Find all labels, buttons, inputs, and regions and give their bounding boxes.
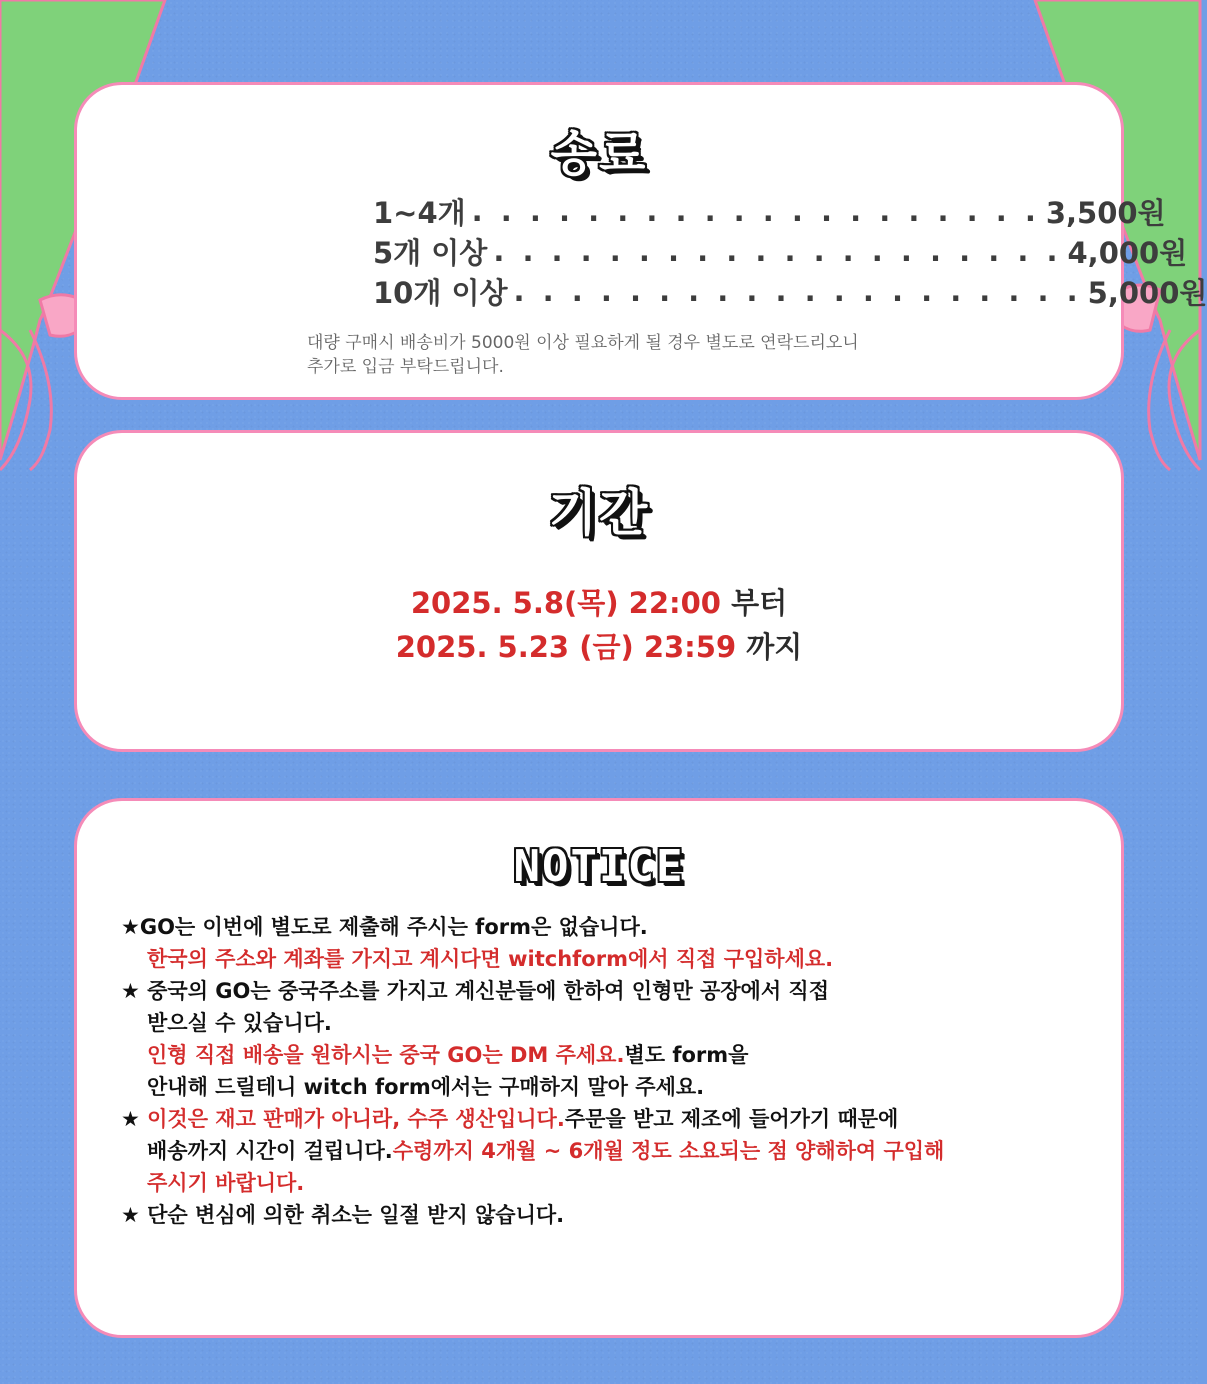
notice-line: 한국의 주소와 계좌를 가지고 계시다면 witchform에서 직접 구입하세요. — [147, 947, 834, 971]
notice-line: 받으실 수 있습니다. — [147, 1011, 332, 1035]
fee-note-line: 추가로 입금 부탁드립니다. — [307, 357, 504, 377]
period-end-suffix: 까지 — [736, 630, 803, 664]
fee-price: 5,000원 — [1087, 275, 1207, 310]
notice-red-text: 수령까지 4개월 ~ 6개월 정도 소요되는 점 양해하여 구입해 — [392, 1139, 945, 1163]
fee-note-line: 대량 구매시 배송비가 5000원 이상 필요하게 될 경우 별도로 연락드리오니 — [307, 333, 859, 353]
period-start-line — [77, 581, 1121, 625]
shipping-fee-title: 송료 — [550, 126, 648, 182]
fee-quantity: 5개 이상 — [373, 235, 488, 270]
notice-title: NOTICE — [513, 841, 685, 892]
leader-dots: . . . . . . . . . . . . . . . . . . . . — [493, 234, 1062, 268]
notice-red-text: 인형 직접 배송을 원하시는 중국 GO는 DM 주세요. — [147, 1043, 625, 1067]
period-end-date: 2025. 5.23 (금) 23:59 — [395, 630, 737, 664]
order-period-title: 기간 — [548, 484, 650, 542]
period-start-date: 2025. 5.8(목) 22:00 — [410, 586, 721, 620]
notice-line: 주시기 바랍니다. — [147, 1171, 305, 1195]
fee-price: 4,000원 — [1067, 235, 1188, 270]
notice-line: ★ 단순 변심에 의한 취소는 일절 받지 않습니다. — [121, 1203, 565, 1227]
shipping-fee-card — [74, 82, 1207, 400]
notice-line — [121, 1135, 1101, 1167]
order-period-dates — [77, 581, 1121, 669]
shipping-fee-table — [373, 191, 1207, 311]
fee-quantity: 1~4개 — [373, 195, 466, 230]
notice-text: 주문을 받고 제조에 들어가기 때문에 — [564, 1107, 899, 1131]
notice-line: 안내해 드릴테니 witch form에서는 구매하지 말아 주세요. — [147, 1075, 705, 1099]
period-end-line — [77, 625, 1121, 669]
notice-red-text: 이것은 재고 판매가 아니라, 수주 생산입니다. — [147, 1107, 565, 1131]
order-period-card — [74, 430, 1124, 752]
notice-line: ★ 중국의 GO는 중국주소를 가지고 계신분들에 한하여 인형만 공장에서 직접 — [121, 979, 830, 1003]
fee-quantity: 10개 이상 — [373, 275, 508, 310]
notice-line — [121, 1039, 1101, 1071]
fee-row — [373, 231, 1188, 271]
notice-body — [121, 911, 1101, 1231]
notice-star: ★ — [121, 1107, 148, 1131]
fee-row — [373, 191, 1166, 231]
shipping-fee-note — [307, 331, 1007, 379]
leader-dots: . . . . . . . . . . . . . . . . . . . . — [471, 194, 1040, 228]
notice-line — [121, 1103, 1101, 1135]
fee-price: 3,500원 — [1045, 195, 1166, 230]
notice-card — [74, 798, 1124, 1338]
notice-text: 별도 form을 — [624, 1043, 749, 1067]
period-start-suffix: 부터 — [721, 586, 788, 620]
notice-line: ★GO는 이번에 별도로 제출해 주시는 form은 없습니다. — [121, 915, 648, 939]
notice-text: 배송까지 시간이 걸립니다. — [147, 1139, 393, 1163]
fee-row — [373, 271, 1207, 311]
leader-dots: . . . . . . . . . . . . . . . . . . . . — [513, 274, 1082, 308]
